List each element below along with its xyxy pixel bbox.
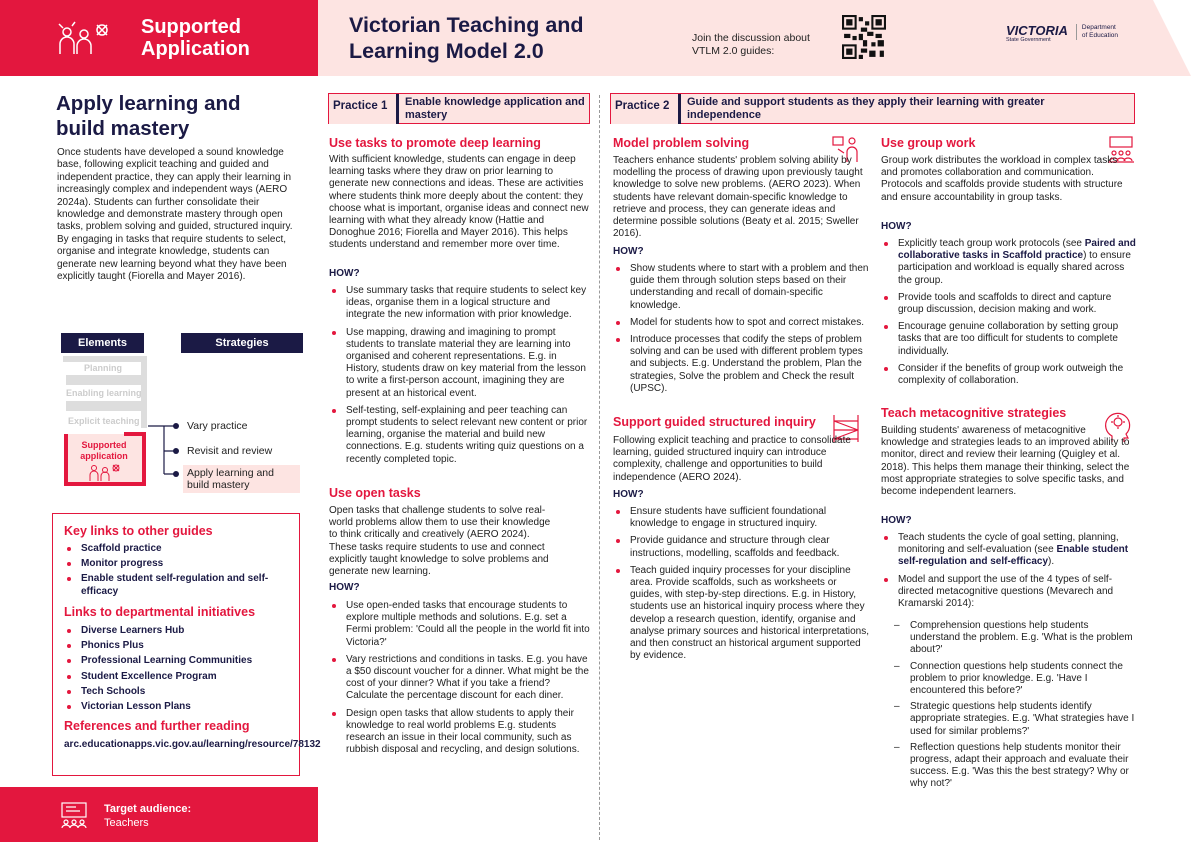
p2-metacognitive-text: Building students' awareness of metacognitive knowledge and strategies leads to an improved ability to monitor, direct and review their learning (Quigley et al. 2018). This helps them manage their thinking, select the most appropriate strategies to solve specific tasks, and become independent learners. <box>881 425 1130 498</box>
target-audience-label: Target audience: <box>104 803 192 815</box>
p2-c-item: Consider if the benefits of group work outweigh the complexity of collaboration. <box>881 363 1136 387</box>
p2-structured-inquiry-title: Support guided structured inquiry <box>613 415 816 429</box>
p1-deep-learning-title: Use tasks to promote deep learning <box>329 136 541 150</box>
teacher-audience-icon <box>59 801 89 829</box>
practice1-title: Enable knowledge application and mastery <box>405 96 585 121</box>
p1-open-tasks-text: Open tasks that challenge students to solve real-world problems allow them to use their knowledge to think critically and creatively (AERO 2024). These tasks require students to use and connect explicitly taught knowledge to solve problems and generate new learning. <box>329 505 551 578</box>
dept-link-plc[interactable]: Professional Learning Communities <box>64 655 294 667</box>
dept-link-lesson-plans[interactable]: Victorian Lesson Plans <box>64 701 294 713</box>
p1-deep-learning-list <box>329 285 591 471</box>
p2-c-item: Encourage genuine collaboration by setting group tasks that are too difficult for students to complete individually. <box>881 321 1136 358</box>
p1-how-1: HOW? <box>329 268 360 279</box>
p1-s2-item: Use open-ended tasks that encourage students to explore multiple methods and solutions. E.g. set a Fermi problem: 'Could all the people in the world fit into Victoria?' <box>329 600 591 649</box>
strategy-vary-practice: Vary practice <box>187 420 248 432</box>
p2-c-item-1 <box>881 238 1136 287</box>
key-links-title: Key links to other guides <box>64 524 213 538</box>
p2-question-types <box>891 620 1136 795</box>
strategy-revisit-review: Revisit and review <box>187 445 273 457</box>
p2-a-item: Show students where to start with a problem and then guide them through solution steps based on their understanding and recall of domain-specific knowledge. <box>613 263 869 312</box>
p2-model-problem-list <box>613 263 869 400</box>
element-planning: Planning <box>84 363 122 373</box>
p2-c-item1-post: ) to ensure participation and workload is equally shared across the group. <box>898 250 1131 286</box>
element-supported-application: Supported application <box>80 440 128 461</box>
p2-d-item1-pre: Teach students the cycle of goal setting, planning, monitoring and self-evaluation (see <box>898 532 1119 556</box>
section-title: Apply learning and build mastery <box>56 92 241 140</box>
scaffold-practice-link[interactable]: Paired and collaborative tasks in Scaffold practice <box>898 238 1136 262</box>
dept-link-phonics[interactable]: Phonics Plus <box>64 640 294 652</box>
p2-how-c: HOW? <box>881 221 912 232</box>
p2-a-item: Introduce processes that codify the steps of problem solving and can be used with different problem types and subjects. E.g. Understand the problem, Plan the strategies, Solve the problem and Check the result (UPSC). <box>613 334 869 395</box>
question-type: – Strategic questions help students identify appropriate strategies. E.g. 'What strategies have I used for similar problems?' <box>891 701 1136 738</box>
p1-open-tasks-list <box>329 600 591 761</box>
references-link[interactable]: arc.educationapps.vic.gov.au/learning/resource/78132 <box>64 739 321 750</box>
p2-how-d: HOW? <box>881 515 912 526</box>
dept-link-excellence[interactable]: Student Excellence Program <box>64 671 294 683</box>
p1-s1-item: Self-testing, self-explaining and peer teaching can prompt students to select relevant new content or prior learning, organise the material and build new connections. E.g. students writing quiz questions on a recently completed topic. <box>329 405 591 466</box>
practice2-banner <box>610 93 1135 124</box>
self-regulation-link[interactable]: Enable student self-regulation and self-efficacy <box>898 544 1129 568</box>
question-type: – Comprehension questions help students understand the problem. E.g. 'What is the problem about?' <box>891 620 1136 657</box>
element-enabling-learning: Enabling learning <box>66 388 142 398</box>
dept-link-tech-schools[interactable]: Tech Schools <box>64 686 294 698</box>
p2-metacognitive-title: Teach metacognitive strategies <box>881 406 1067 420</box>
page-title: Victorian Teaching and Learning Model 2.0 <box>349 13 584 63</box>
vic-logo-text: VICTORIA <box>1006 23 1068 38</box>
p2-how-b: HOW? <box>613 489 644 500</box>
dept-label-1: Department <box>1081 24 1116 31</box>
people-activity-icon <box>57 20 111 56</box>
p2-d-item1-post: ). <box>1048 556 1055 568</box>
p2-structured-inquiry-list <box>613 506 869 667</box>
app-name: Supported Application <box>141 16 250 60</box>
join-text: Join the discussion about VTLM 2.0 guides: <box>692 32 810 57</box>
p1-deep-learning-text: With sufficient knowledge, students can engage in deep learning tasks where they draw on prior learning to generate new connections and ideas. These are activities where students think more deeply about the content: they choose what is important, organise ideas and connect new learning with what they already know (Hattie and Donoghue 2016; Fiorella and Mayer 2016). This helps students understand and remember more over time. <box>329 154 589 251</box>
p2-d-item-1 <box>881 532 1136 569</box>
key-link-monitor[interactable]: Monitor progress <box>64 558 294 570</box>
p2-a-item: Model for students how to spot and correct mistakes. <box>613 317 869 329</box>
practice1-tag: Practice 1 <box>329 94 399 124</box>
p1-s2-item: Design open tasks that allow students to apply their knowledge to real world problems E.g. students research an issue in their local community, such as rubbish disposal and recycling, and design solutions. <box>329 708 591 757</box>
p2-model-problem-title: Model problem solving <box>613 136 750 150</box>
key-links-list <box>64 543 294 601</box>
dept-label-2: of Education <box>1081 32 1119 39</box>
p2-group-work-list <box>881 238 1136 392</box>
header-corner <box>1153 0 1191 76</box>
qr-code-icon[interactable] <box>842 15 886 59</box>
p2-metacognitive-list <box>881 532 1136 615</box>
p2-group-work-text: Group work distributes the workload in complex tasks and promotes collaboration and communication. Protocols and scaffolds provide students with structure and ensure accountability in group tasks. <box>881 155 1123 203</box>
p2-structured-inquiry-text: Following explicit teaching and practice to consolidate learning, guided structured inquiry can introduce complexity, challenge and opportunities to build independence (AERO 2024). <box>613 435 851 483</box>
references-title: References and further reading <box>64 719 250 733</box>
element-explicit-teaching: Explicit teaching <box>68 416 140 426</box>
victoria-government-logo <box>1006 24 1118 43</box>
column-divider <box>599 95 600 840</box>
dept-link-diverse[interactable]: Diverse Learners Hub <box>64 625 294 637</box>
p2-model-problem-text: Teachers enhance students' problem solving ability by modelling the process of drawing upon previously taught knowledge to solve new problems. (AERO 2023). When students have relevant domain-specific knowledge to retrieve and process, they can generate ideas and determine possible solutions (Beaty et al. 2015; Sweller 2016). <box>613 155 863 240</box>
dept-links-list <box>64 625 294 716</box>
p2-d-item-2: Model and support the use of the 4 types of self-directed metacognitive questions (Mevarech and Kramarski 2014): <box>881 574 1136 611</box>
target-audience-value: Teachers <box>104 817 149 829</box>
strategies-heading: Strategies <box>181 333 303 353</box>
p2-how-a: HOW? <box>613 246 644 257</box>
p1-s1-item: Use mapping, drawing and imagining to prompt students to translate material they are learning into organised and coherent representations. E.g. in History, students draw on key material from the lesson to write a first-person account, imagining they are present at an historical event. <box>329 327 591 400</box>
question-type: – Reflection questions help students monitor their progress, adapt their approach and evaluate their success. E.g. 'Was this the best strategy? Why or why not?' <box>891 742 1136 791</box>
p2-b-item: Teach guided inquiry processes for your discipline area. Provide scaffolds, such as worksheets or guides, with step-by-step directions. E.g. in History, students use an historical inquiry process where they develop a research question, identify, organise and analyse primary sources and historical interpretations, and then construct an historical argument supported by evidence. <box>613 565 869 663</box>
practice1-banner <box>328 93 590 124</box>
question-type: – Connection questions help students connect the problem to prior knowledge. E.g. 'Have I encountered this before?' <box>891 661 1136 698</box>
p1-s1-item: Use summary tasks that require students to select key ideas, organise them in a logical structure and integrate the new information with prior knowledge. <box>329 285 591 322</box>
p2-group-work-title: Use group work <box>881 136 976 150</box>
key-link-self-regulation[interactable]: Enable student self-regulation and self-efficacy <box>64 573 294 597</box>
p2-b-item: Provide guidance and structure through clear instructions, modelling, scaffolds and feedback. <box>613 535 869 559</box>
strategy-apply-learning: Apply learning and build mastery <box>183 465 300 493</box>
key-link-scaffold[interactable]: Scaffold practice <box>64 543 294 555</box>
supported-application-icon <box>88 462 122 482</box>
p1-s2-item: Vary restrictions and conditions in tasks. E.g. you have a $50 discount voucher for a dinner. What might be the cost of your dinner? What if you take a friend? Calculate the percentage discount for each diner. <box>329 654 591 703</box>
practice2-tag: Practice 2 <box>611 94 681 124</box>
p2-c-item1-pre: Explicitly teach group work protocols (see <box>898 238 1085 249</box>
dept-initiatives-title: Links to departmental initiatives <box>64 605 256 619</box>
p1-how-2: HOW? <box>329 582 360 593</box>
vic-logo-sub: State Government <box>1006 37 1051 43</box>
practice2-title: Guide and support students as they apply their learning with greater independence <box>687 96 1045 121</box>
p2-b-item: Ensure students have sufficient foundational knowledge to engage in structured inquiry. <box>613 506 869 530</box>
elements-heading: Elements <box>61 333 144 353</box>
intro-text: Once students have developed a sound knowledge base, following explicit teaching and guided and independent practice, they can apply their learning in increasingly complex and independent ways (AERO 2024a). Students can further consolidate their knowledge and demonstrate mastery through open tasks, problem solving and guided, structured inquiry. By engaging in tasks that require students to select, organise and integrate knowledge, students can generate new learning beyond what they have been explicitly taught (Fiorella and Mayer 2016). <box>57 147 293 283</box>
p2-c-item: Provide tools and scaffolds to direct and capture group discussion, decision making and work. <box>881 292 1136 316</box>
p1-open-tasks-title: Use open tasks <box>329 486 421 500</box>
